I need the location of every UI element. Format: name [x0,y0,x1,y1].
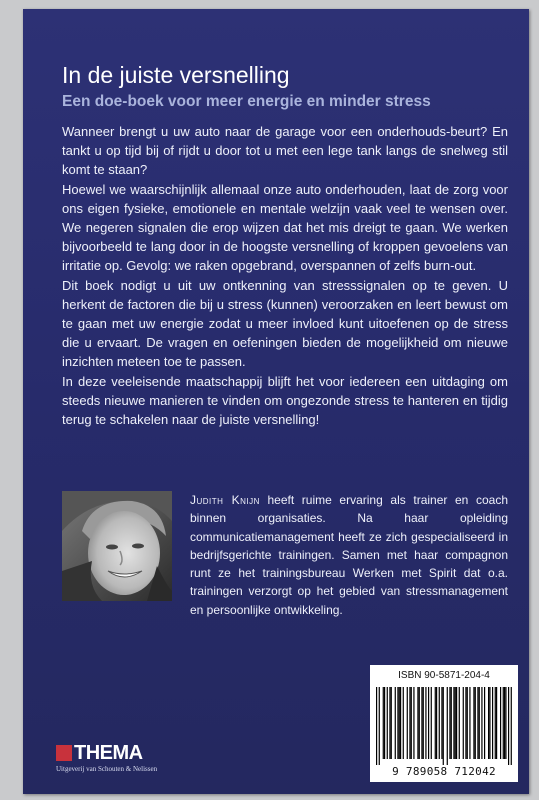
book-subtitle: Een doe-boek voor meer energie en minder stress [62,93,431,110]
book-title: In de juiste versnelling [62,62,290,88]
blurb-paragraph-4: In deze veeleisende maatschappij blijft het voor iedereen een uitdaging om steeds nieuwe manieren te vinden om ongezonde stress te hanteren en tijdig terug te schakelen naar de juiste versnelling! [62,373,508,428]
blurb-paragraph-1: Wanneer brengt u uw auto naar de garage voor een onderhouds-beurt? En tankt u op tijd bij of rijdt u door tot u met een lege tank langs de snelweg stil komt te staan? [62,124,508,178]
isbn-number: ISBN 90-5871-204-4 [398,670,490,681]
author-photo-image [62,491,172,601]
author-name: Judith Knijn [190,493,260,507]
barcode-panel [370,665,518,782]
blurb-text [62,122,508,429]
publisher-name: THEMA [74,742,143,764]
barcode-icon [376,687,512,765]
blurb-paragraph-2: Hoewel we waarschijnlijk allemaal onze auto onderhouden, laat de zorg voor ons eigen fysieke, emotionele en mentale welzijn vaak veel te wensen over. We negeren signalen die erop wijzen dat het mis dreigt te gaan. We werken bijvoorbeeld te lang door in de hoogste versnelling of kroppen gevoelens van irritatie op. Gevolg: we raken opgebrand, overspannen of zelfs burn-out. [62,181,508,274]
author-bio [190,491,508,619]
publisher-logo-square-icon [56,745,72,761]
publisher-subline: Uitgeverij van Schouten & Nelissen [56,765,158,773]
author-photo [62,491,172,601]
author-bio-text: heeft ruime ervaring als trainer en coach binnen organisaties. Na haar opleiding communicatiemanagement heeft ze zich gespecialiseerd in bedrijfsgerichte trainingen. Samen met haar compagnon runt ze het trainingsbureau Werken met Spirit dat o.a. trainingen verzorgt op het gebied van stressmanagement en persoonlijke ontwikkeling. [190,493,509,617]
barcode-digits: 9 789058 712042 [392,765,496,778]
blurb-paragraph-3: Dit boek nodigt u uit uw ontkenning van stresssignalen op te geven. U herkent de factoren die bij u stress (kunnen) veroorzaken en leert bewust om te gaan met uw energie zodat u meer invloed kunt uitoefenen op de stress die u ervaart. De vragen en oefeningen bieden de mogelijkheid om nieuwe inzichten meteen toe te passen. [62,277,508,370]
